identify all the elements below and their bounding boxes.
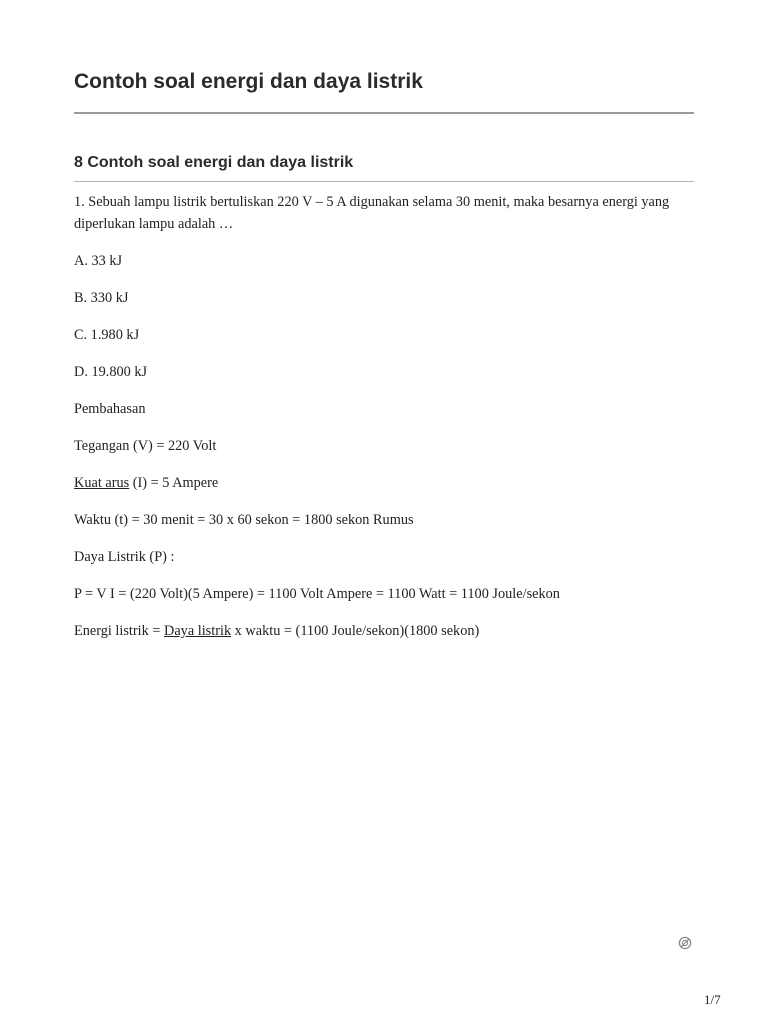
- daya-listrik-link[interactable]: Daya listrik: [164, 623, 232, 639]
- section-heading: 8 Contoh soal energi dan daya listrik: [74, 154, 354, 171]
- option-a: A. 33 kJ: [74, 253, 123, 269]
- page-number: 1/7: [704, 992, 721, 1007]
- power-label: Daya Listrik (P) :: [74, 549, 175, 565]
- voltage-line: Tegangan (V) = 220 Volt: [74, 438, 217, 454]
- current-line: [74, 472, 686, 494]
- question-text: 1. Sebuah lampu listrik bertuliskan 220 V – 5 A digunakan selama 30 menit, maka besarnya energi yang diperlukan lampu adalah …: [74, 194, 670, 232]
- article-content: [74, 191, 686, 657]
- option-b: B. 330 kJ: [74, 290, 129, 306]
- page-title: Contoh soal energi dan daya listrik: [74, 70, 423, 93]
- circle-slash-icon[interactable]: [678, 936, 692, 950]
- energy-line: [74, 620, 686, 642]
- option-c: C. 1.980 kJ: [74, 327, 140, 343]
- discussion-heading: Pembahasan: [74, 401, 146, 417]
- energy-rest: x waktu = (1100 Joule/sekon)(1800 sekon): [231, 623, 480, 639]
- title-divider: [74, 112, 694, 114]
- power-formula: P = V I = (220 Volt)(5 Ampere) = 1100 Volt Ampere = 1100 Watt = 1100 Joule/sekon: [74, 586, 560, 602]
- section-divider: [74, 181, 694, 182]
- current-value: (I) = 5 Ampere: [129, 475, 219, 491]
- time-line: Waktu (t) = 30 menit = 30 x 60 sekon = 1800 sekon Rumus: [74, 512, 414, 528]
- option-d: D. 19.800 kJ: [74, 364, 148, 380]
- energy-prefix: Energi listrik =: [74, 623, 164, 639]
- kuat-arus-link[interactable]: Kuat arus: [74, 475, 130, 491]
